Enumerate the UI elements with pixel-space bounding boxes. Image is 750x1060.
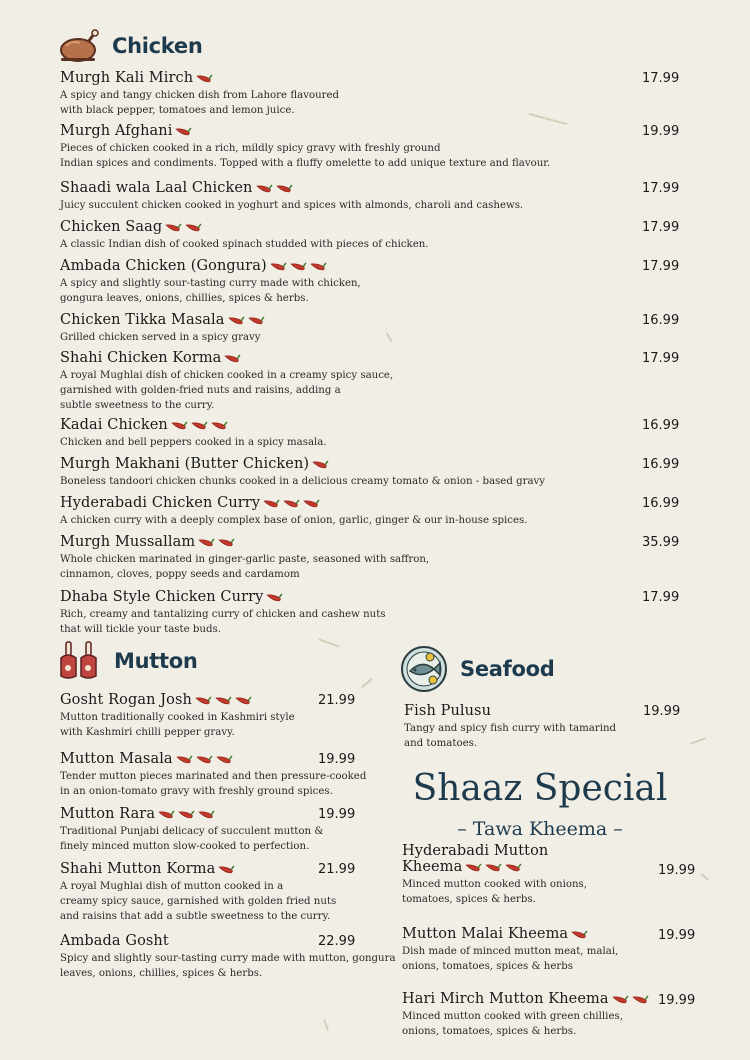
chili-pepper-icon xyxy=(165,222,182,233)
menu-item-price: 19.99 xyxy=(318,752,356,767)
menu-item-description: Chicken and bell peppers cooked in a spicy masala. xyxy=(60,437,327,448)
menu-item xyxy=(60,456,545,489)
menu-item-name: Kadai Chicken xyxy=(60,417,168,433)
mutton-section-title: Mutton xyxy=(114,649,198,673)
menu-item xyxy=(60,180,523,213)
menu-item-name: Murgh Kali Mirch xyxy=(60,70,194,86)
menu-item-description: A royal Mughlai dish of mutton cooked in a creamy spicy sauce, garnished with golden fried nuts and raisins that add a subtle sweetness to the curry. xyxy=(60,881,337,922)
shaaz-special-title: Shaaz Special xyxy=(412,768,668,809)
menu-item xyxy=(60,258,361,306)
menu-item-price: 17.99 xyxy=(642,71,680,86)
spice-level xyxy=(218,861,238,877)
menu-item-name: Dhaba Style Chicken Curry xyxy=(60,589,264,605)
chili-pepper-icon xyxy=(196,73,213,84)
menu-item-name: Chicken Tikka Masala xyxy=(60,312,225,328)
spice-level xyxy=(263,495,323,511)
menu-item-price: 19.99 xyxy=(658,993,696,1008)
spice-level xyxy=(224,350,244,366)
chili-pepper-icon xyxy=(191,420,208,431)
chili-pepper-icon xyxy=(303,498,320,509)
chili-pepper-icon xyxy=(263,498,280,509)
chili-pepper-icon xyxy=(198,809,215,820)
chili-pepper-icon xyxy=(178,809,195,820)
menu-item-row xyxy=(60,534,429,550)
menu-item-description: Whole chicken marinated in ginger-garlic paste, seasoned with saffron, cinnamon, cloves, poppy seeds and cardamom xyxy=(60,554,430,580)
menu-item-name: Kheema xyxy=(402,859,463,875)
chili-pepper-icon xyxy=(176,754,193,765)
menu-item-row xyxy=(60,312,268,328)
chili-pepper-icon xyxy=(228,315,245,326)
menu-item-price: 22.99 xyxy=(318,934,356,949)
chili-pepper-icon xyxy=(290,261,307,272)
chili-pepper-icon xyxy=(266,592,283,603)
menu-item-price: 19.99 xyxy=(658,863,696,878)
menu-item xyxy=(60,495,528,528)
menu-item-name: Fish Pulusu xyxy=(404,703,492,719)
chili-pepper-icon xyxy=(312,459,329,470)
spice-level xyxy=(158,806,218,822)
spice-level xyxy=(165,219,205,235)
chili-pepper-icon xyxy=(198,537,215,548)
menu-item-row xyxy=(402,991,652,1007)
menu-item xyxy=(60,589,386,637)
menu-item-price: 17.99 xyxy=(642,220,680,235)
menu-item-price: 19.99 xyxy=(643,704,681,719)
menu-item xyxy=(60,312,268,345)
menu-item xyxy=(60,70,339,118)
menu-item-row xyxy=(60,180,523,196)
menu-item-row xyxy=(404,703,616,719)
menu-item-description: A spicy and slightly sour-tasting curry made with chicken, gongura leaves, onions, chillies, spices & herbs. xyxy=(60,278,361,304)
menu-item-price: 17.99 xyxy=(642,181,680,196)
menu-item xyxy=(60,350,393,413)
mutton-section-header xyxy=(58,640,198,682)
spice-level xyxy=(571,926,591,942)
spice-level xyxy=(196,70,216,86)
chili-pepper-icon xyxy=(215,695,232,706)
menu-item-row xyxy=(60,350,393,366)
menu-item-price: 19.99 xyxy=(642,124,680,139)
chili-pepper-icon xyxy=(196,754,213,765)
chili-pepper-icon xyxy=(195,695,212,706)
menu-item-description: Tender mutton pieces marinated and then pressure-cooked in an onion-tomato gravy with freshly ground spices. xyxy=(60,771,367,797)
menu-item-description: Spicy and slightly sour-tasting curry made with mutton, gongura leaves, onions, chillies, spices & herbs. xyxy=(60,953,396,979)
menu-item xyxy=(60,861,336,924)
paper-fleck xyxy=(701,873,710,881)
chili-pepper-icon xyxy=(171,420,188,431)
chili-pepper-icon xyxy=(235,695,252,706)
menu-item xyxy=(60,219,429,252)
menu-item-price: 16.99 xyxy=(642,496,680,511)
chili-pepper-icon xyxy=(218,537,235,548)
paper-fleck xyxy=(690,737,706,744)
menu-item-description: Grilled chicken served in a spicy gravy xyxy=(60,332,261,343)
seafood-section-header xyxy=(400,645,554,693)
spice-level xyxy=(176,751,236,767)
menu-item-row xyxy=(60,589,386,605)
menu-item-price: 17.99 xyxy=(642,259,680,274)
spice-level xyxy=(256,180,296,196)
menu-item-name: Gosht Rogan Josh xyxy=(60,692,192,708)
menu-item-price: 17.99 xyxy=(642,590,680,605)
menu-item-name: Shahi Chicken Korma xyxy=(60,350,222,366)
menu-item xyxy=(60,806,323,854)
menu-item xyxy=(402,843,587,907)
menu-item-description: Minced mutton cooked with onions, tomatoes, spices & herbs. xyxy=(402,879,588,905)
menu-item-price: 21.99 xyxy=(318,862,356,877)
menu-item xyxy=(60,692,295,740)
chili-pepper-icon xyxy=(185,222,202,233)
menu-item-row xyxy=(60,495,528,511)
menu-item-row xyxy=(402,926,618,942)
menu-item-name: Ambada Chicken (Gongura) xyxy=(60,258,267,274)
menu-item-row xyxy=(60,70,339,86)
menu-item-name: Hari Mirch Mutton Kheema xyxy=(402,991,609,1007)
menu-item-name: Hyderabadi Chicken Curry xyxy=(60,495,261,511)
menu-item-row xyxy=(60,692,295,708)
menu-item-price: 16.99 xyxy=(642,418,680,433)
menu-item-name: Hyderabadi Mutton xyxy=(402,843,549,859)
menu-item-description: A royal Mughlai dish of chicken cooked in a creamy spicy sauce, garnished with golden-fried nuts and raisins, adding a subtle sweetness to the curry. xyxy=(60,370,394,411)
fish-plate-icon xyxy=(400,645,448,693)
menu-item xyxy=(402,991,652,1039)
chili-pepper-icon xyxy=(216,754,233,765)
spice-level xyxy=(465,859,525,875)
spice-level xyxy=(270,258,330,274)
spice-level xyxy=(266,589,286,605)
menu-item-description: Dish made of minced mutton meat, malai, onions, tomatoes, spices & herbs xyxy=(402,946,619,972)
spice-level xyxy=(228,312,268,328)
chili-pepper-icon xyxy=(158,809,175,820)
menu-item xyxy=(404,703,616,751)
chili-pepper-icon xyxy=(276,183,293,194)
menu-item-price: 19.99 xyxy=(658,928,696,943)
chili-pepper-icon xyxy=(632,994,649,1005)
chili-pepper-icon xyxy=(505,862,522,873)
menu-item-price: 21.99 xyxy=(318,693,356,708)
menu-item-name: Mutton Masala xyxy=(60,751,173,767)
spice-level xyxy=(175,123,195,139)
chili-pepper-icon xyxy=(571,929,588,940)
chili-pepper-icon xyxy=(310,261,327,272)
menu-item-row xyxy=(60,417,327,433)
chili-pepper-icon xyxy=(256,183,273,194)
chili-pepper-icon xyxy=(612,994,629,1005)
menu-item-name: Mutton Rara xyxy=(60,806,156,822)
chili-pepper-icon xyxy=(224,353,241,364)
menu-item-description: A chicken curry with a deeply complex base of onion, garlic, ginger & our in-house spices. xyxy=(60,515,528,526)
menu-item-description: A classic Indian dish of cooked spinach studded with pieces of chicken. xyxy=(60,239,429,250)
paper-fleck xyxy=(318,638,339,647)
spice-level xyxy=(198,534,238,550)
menu-item-description: Pieces of chicken cooked in a rich, mildly spicy gravy with freshly ground Indian spices and condiments. Topped with a fluffy omelette to add unique texture and flavour. xyxy=(60,143,551,169)
menu-item-name: Murgh Afghani xyxy=(60,123,173,139)
spice-level xyxy=(171,417,231,433)
menu-item-price: 35.99 xyxy=(642,535,680,550)
menu-item-row xyxy=(60,861,336,877)
spice-level xyxy=(312,456,332,472)
menu-item-name: Mutton Malai Kheema xyxy=(402,926,569,942)
menu-item-row xyxy=(402,843,587,875)
paper-fleck xyxy=(386,332,393,342)
chili-pepper-icon xyxy=(270,261,287,272)
chili-pepper-icon xyxy=(465,862,482,873)
menu-item-price: 17.99 xyxy=(642,351,680,366)
paper-fleck xyxy=(323,1019,329,1031)
menu-item-name: Murgh Makhani (Butter Chicken) xyxy=(60,456,310,472)
chicken-section-title: Chicken xyxy=(112,34,203,58)
menu-item-price: 16.99 xyxy=(642,313,680,328)
menu-item-description: Mutton traditionally cooked in Kashmiri style with Kashmiri chilli pepper gravy. xyxy=(60,712,295,738)
menu-item-name: Shaadi wala Laal Chicken xyxy=(60,180,253,196)
chili-pepper-icon xyxy=(175,126,192,137)
menu-item xyxy=(60,123,550,171)
menu-item-row xyxy=(60,219,429,235)
paper-fleck xyxy=(361,678,373,689)
menu-item xyxy=(402,926,618,974)
menu-item-description: Boneless tandoori chicken chunks cooked in a delicious creamy tomato & onion - based gravy xyxy=(60,476,546,487)
menu-item-description: Traditional Punjabi delicacy of succulent mutton & finely minced mutton slow-cooked to perfection. xyxy=(60,826,324,852)
chili-pepper-icon xyxy=(218,864,235,875)
menu-item-name: Chicken Saag xyxy=(60,219,163,235)
chili-pepper-icon xyxy=(283,498,300,509)
menu-item-row xyxy=(60,258,361,274)
menu-item xyxy=(60,417,327,450)
lamb-chops-icon xyxy=(58,640,102,682)
seafood-section-title: Seafood xyxy=(460,657,555,681)
menu-item xyxy=(60,534,429,582)
chili-pepper-icon xyxy=(211,420,228,431)
menu-item-description: A spicy and tangy chicken dish from Lahore flavoured with black pepper, tomatoes and lemon juice. xyxy=(60,90,340,116)
spice-level xyxy=(195,692,255,708)
chili-pepper-icon xyxy=(485,862,502,873)
roast-chicken-icon xyxy=(58,28,100,64)
menu-item-name: Shahi Mutton Korma xyxy=(60,861,216,877)
menu-item-description: Rich, creamy and tantalizing curry of chicken and cashew nuts that will tickle your taste buds. xyxy=(60,609,386,635)
menu-item-row xyxy=(60,806,323,822)
menu-item-row xyxy=(60,123,550,139)
chili-pepper-icon xyxy=(248,315,265,326)
chicken-section-header xyxy=(58,28,203,64)
menu-item-name: Murgh Mussallam xyxy=(60,534,196,550)
menu-item-row xyxy=(60,456,545,472)
menu-item-description: Minced mutton cooked with green chillies, onions, tomatoes, spices & herbs. xyxy=(402,1011,623,1037)
menu-item-price: 19.99 xyxy=(318,807,356,822)
menu-item-name: Ambada Gosht xyxy=(60,933,169,949)
tawa-kheema-subtitle: – Tawa Kheema – xyxy=(457,818,623,840)
spice-level xyxy=(612,991,652,1007)
menu-item-description: Tangy and spicy fish curry with tamarind and tomatoes. xyxy=(404,723,617,749)
menu-item-description: Juicy succulent chicken cooked in yoghurt and spices with almonds, charoli and cashews. xyxy=(60,200,524,211)
menu-item-price: 16.99 xyxy=(642,457,680,472)
